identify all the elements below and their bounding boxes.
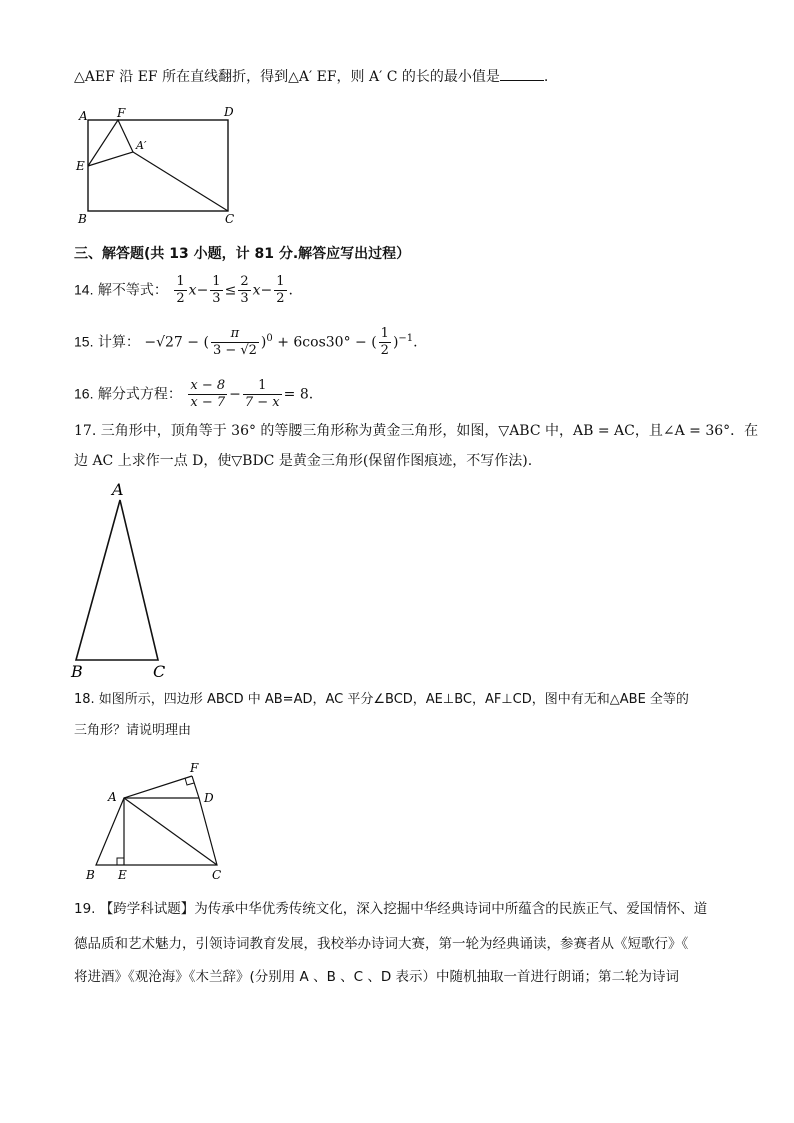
fraction (274, 274, 286, 307)
q15-number: 15. (74, 333, 94, 350)
label-c: C (225, 212, 235, 226)
fraction (238, 274, 250, 307)
q17-line2: 边 AC 上求作一点 D，使▽BDC 是黄金三角形(保留作图痕迹，不写作法). (74, 453, 533, 469)
label-f: F (117, 106, 126, 120)
fraction (243, 378, 282, 411)
denominator: x − 7 (190, 395, 226, 410)
period: . (413, 334, 418, 351)
q18-line2: 三角形？请说明理由 (74, 723, 192, 738)
q13-text (74, 66, 548, 87)
q16-number: 16. (74, 385, 94, 402)
denominator: 3 (240, 291, 249, 306)
figure-q13-rectangle (70, 100, 250, 230)
numerator: 2 (240, 274, 249, 289)
minus: − (196, 282, 209, 299)
fraction (188, 378, 227, 411)
denominator: 3 (212, 291, 221, 306)
denominator: 7 − x (244, 395, 280, 410)
minus: − (260, 282, 273, 299)
fraction (174, 274, 186, 307)
equals: = 8 (283, 386, 309, 403)
q19-line1: 19. 【跨学科试题】为传承中华优秀传统文化，深入挖掘中华经典诗词中所蕴含的民族正气、爱国情怀、道 (74, 901, 708, 917)
variable-x: x (252, 282, 261, 299)
label-a-prime: A′ (136, 139, 147, 152)
figure-q18-quadrilateral (82, 760, 232, 885)
q19-line3: 将进酒》《观沧海》《木兰辞》(分别用 A 、B 、C 、D 表示）中随机抽取一首进行朗诵；第二轮为诗词 (74, 969, 680, 985)
label-b: B (86, 868, 95, 882)
label-a: A (79, 109, 88, 123)
q16-prefix: 解分式方程： (97, 386, 182, 403)
label-f: F (190, 761, 199, 775)
q17-line1: 17. 三角形中，顶角等于 36° 的等腰三角形称为黄金三角形，如图，▽ABC 中，AB = AC，且∠A = 36°．在 (74, 423, 759, 439)
numerator: 1 (276, 274, 285, 289)
leq-sign: ≤ (224, 282, 237, 299)
numerator: x − 8 (190, 378, 226, 393)
label-c: C (153, 662, 166, 681)
q18-line1: 18. 如图所示，四边形 ABCD 中 AB=AD，AC 平分∠BCD，AE⊥BC，AF⊥CD，图中有无和△ABE 全等的 (74, 692, 689, 707)
fraction (379, 326, 391, 359)
numerator: 1 (243, 378, 282, 395)
numerator: 1 (212, 274, 221, 289)
period: . (308, 386, 314, 403)
label-b: B (71, 662, 83, 681)
denominator: 2 (176, 291, 185, 306)
denominator: 2 (276, 291, 285, 306)
label-d: D (204, 791, 214, 805)
q15-prefix: 计算： (97, 334, 140, 351)
label-c: C (212, 868, 222, 882)
expr-part: −√27 − ( (144, 334, 209, 351)
expr-part: ) (260, 334, 267, 351)
q13-text-part2: . (543, 69, 549, 85)
section-heading: 三、解答题(共 13 小题，计 81 分.解答应写出过程） (74, 246, 411, 262)
label-a: A (112, 480, 124, 499)
denominator: 2 (380, 343, 389, 358)
variable-x: x (188, 282, 197, 299)
q14-prefix: 解不等式： (97, 282, 168, 299)
q14-number: 14. (74, 281, 94, 298)
fraction (211, 326, 259, 359)
label-e: E (76, 159, 85, 173)
q15 (74, 326, 418, 359)
q16 (74, 378, 313, 411)
q19-line2: 德品质和艺术魅力，引领诗词教育发展，我校举办诗词大赛，第一轮为经典诵读，参赛者从《短歌行》《 (74, 936, 689, 952)
label-a: A (108, 790, 117, 804)
expr-part: + 6cos30° − ( (272, 334, 377, 351)
label-e: E (118, 868, 127, 882)
denominator: 3 − √2 (212, 343, 257, 358)
numerator: 1 (176, 274, 185, 289)
exponent: 0 (266, 332, 273, 344)
exponent: −1 (398, 332, 414, 344)
figure-q17-triangle (68, 478, 178, 683)
minus: − (229, 386, 241, 403)
fraction (210, 274, 222, 307)
numerator: π (211, 326, 259, 343)
period: . (288, 282, 293, 299)
label-b: B (78, 212, 87, 226)
answer-blank (500, 66, 544, 81)
label-d: D (224, 105, 234, 119)
q13-text-part1: △AEF 沿 EF 所在直线翻折，得到△A′ EF，则 A′ C 的长的最小值是 (74, 69, 500, 85)
numerator: 1 (380, 326, 389, 341)
expr-part: ) (392, 334, 399, 351)
q14 (74, 274, 293, 307)
